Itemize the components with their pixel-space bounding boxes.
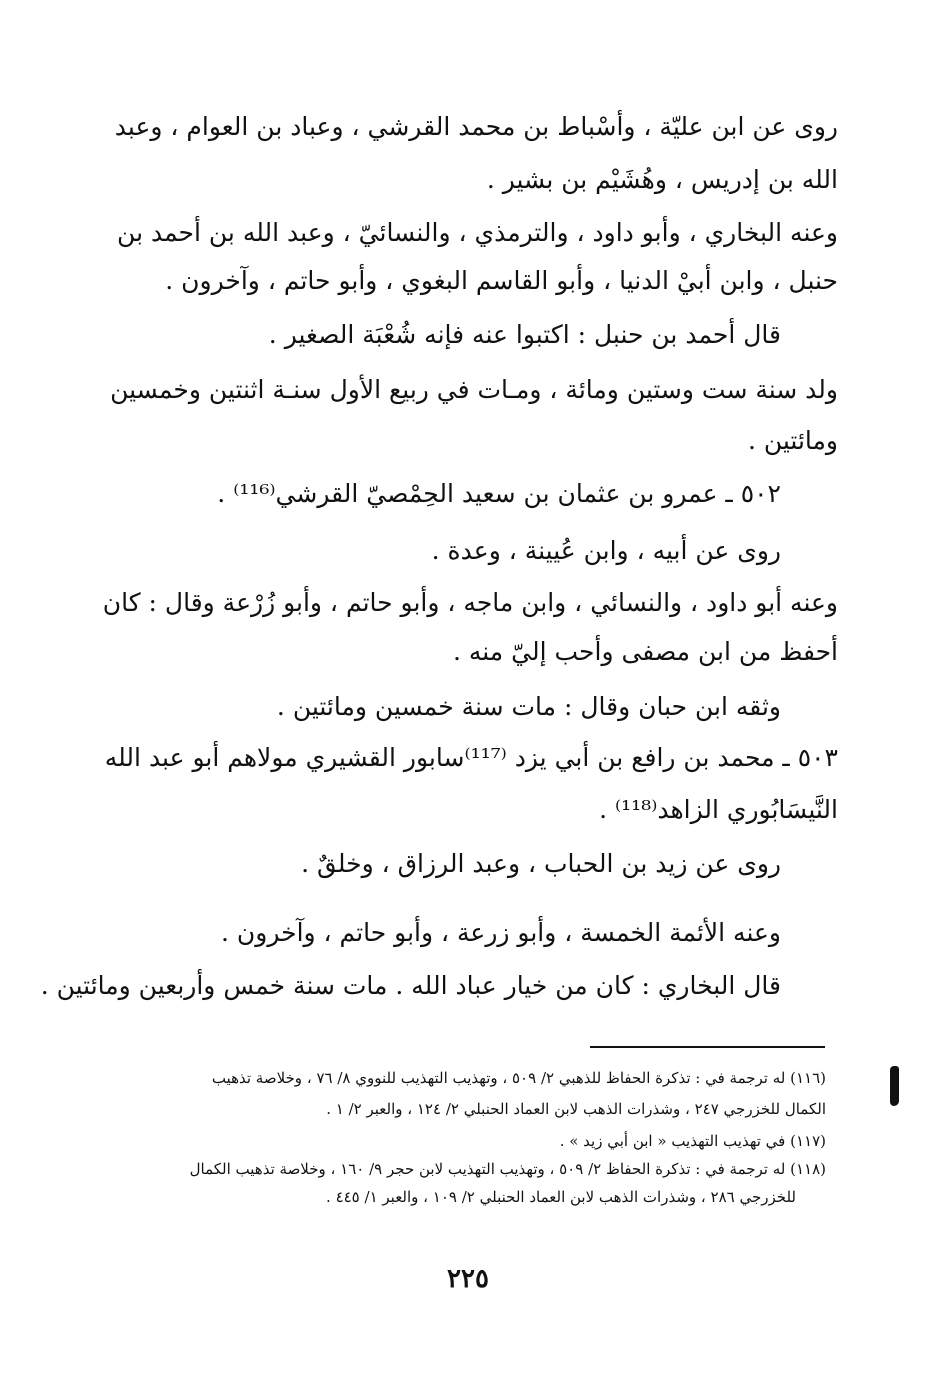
- body-line-13: ٥٠٣ ـ محمد بن رافع بن أبي يزد ⁽¹¹⁷⁾سابور القشيري مولاهم أبو عبد الله: [104, 743, 838, 772]
- footnote-line-5: للخزرجي ٢٨٦ ، وشذرات الذهب لابن العماد الحنبلي ٢/ ١٠٩ ، والعبر ١/ ٤٤٥ .: [326, 1188, 796, 1206]
- body-line-17: قال البخاري : كان من خيار عباد الله . مات سنة خمس وأربعين ومائتين .: [40, 971, 781, 1000]
- body-line-6: ولد سنة ست وستين ومائة ، ومـات في ربيع الأول سنـة اثنتين وخمسين: [110, 375, 838, 404]
- footnote-separator: [590, 1046, 825, 1048]
- body-line-12: وثقه ابن حبان وقال : مات سنة خمسين ومائتين .: [276, 692, 781, 721]
- body-line-15: روى عن زيد بن الحباب ، وعبد الرزاق ، وخلقٌ .: [301, 849, 781, 878]
- body-line-14: النَّيسَابُوري الزاهد⁽¹¹⁸⁾ .: [599, 795, 838, 824]
- body-line-5: قال أحمد بن حنبل : اكتبوا عنه فإنه شُعْبَة الصغير .: [268, 320, 781, 349]
- footnote-line-1: (١١٦) له ترجمة في : تذكرة الحفاظ للذهبي ٢/ ٥٠٩ ، وتهذيب التهذيب للنووي ٨/ ٧٦ ، وخلاصة تذهيب: [211, 1069, 826, 1087]
- body-line-11: أحفظ من ابن مصفى وأحب إليّ منه .: [452, 637, 838, 666]
- footnote-line-2: الكمال للخزرجي ٢٤٧ ، وشذرات الذهب لابن العماد الحنبلي ٢/ ١٢٤ ، والعبر ٢/ ١ .: [326, 1100, 826, 1118]
- page-number: ٢٢٥: [447, 1264, 489, 1294]
- body-line-3: وعنه البخاري ، وأبو داود ، والترمذي ، والنسائيّ ، وعبد الله بن أحمد بن: [117, 218, 838, 247]
- body-line-2: الله بن إدريس ، وهُشَيْم بن بشير .: [486, 165, 838, 194]
- footnote-line-4: (١١٨) له ترجمة في : تذكرة الحفاظ ٢/ ٥٠٩ ، وتهذيب التهذيب لابن حجر ٩/ ١٦٠ ، وخلاصة تذهيب الكمال: [189, 1160, 826, 1178]
- body-line-8: ٥٠٢ ـ عمرو بن عثمان بن سعيد الحِمْصيّ القرشي⁽¹¹⁶⁾ .: [217, 479, 781, 508]
- ink-mark: [890, 1066, 899, 1106]
- footnote-line-3: (١١٧) في تهذيب التهذيب « ابن أبي زيد » .: [559, 1132, 826, 1150]
- body-line-10: وعنه أبو داود ، والنسائي ، وابن ماجه ، وأبو حاتم ، وأبو زُرْعة وقال : كان: [102, 588, 838, 617]
- body-line-16: وعنه الأئمة الخمسة ، وأبو زرعة ، وأبو حاتم ، وآخرون .: [221, 918, 781, 947]
- body-line-7: ومائتين .: [747, 426, 838, 455]
- body-line-9: روى عن أبيه ، وابن عُيينة ، وعدة .: [431, 536, 781, 565]
- body-line-1: روى عن ابن عليّة ، وأسْباط بن محمد القرشي ، وعباد بن العوام ، وعبد: [114, 112, 838, 141]
- body-line-4: حنبل ، وابن أبيْ الدنيا ، وأبو القاسم البغوي ، وأبو حاتم ، وآخرون .: [165, 266, 838, 295]
